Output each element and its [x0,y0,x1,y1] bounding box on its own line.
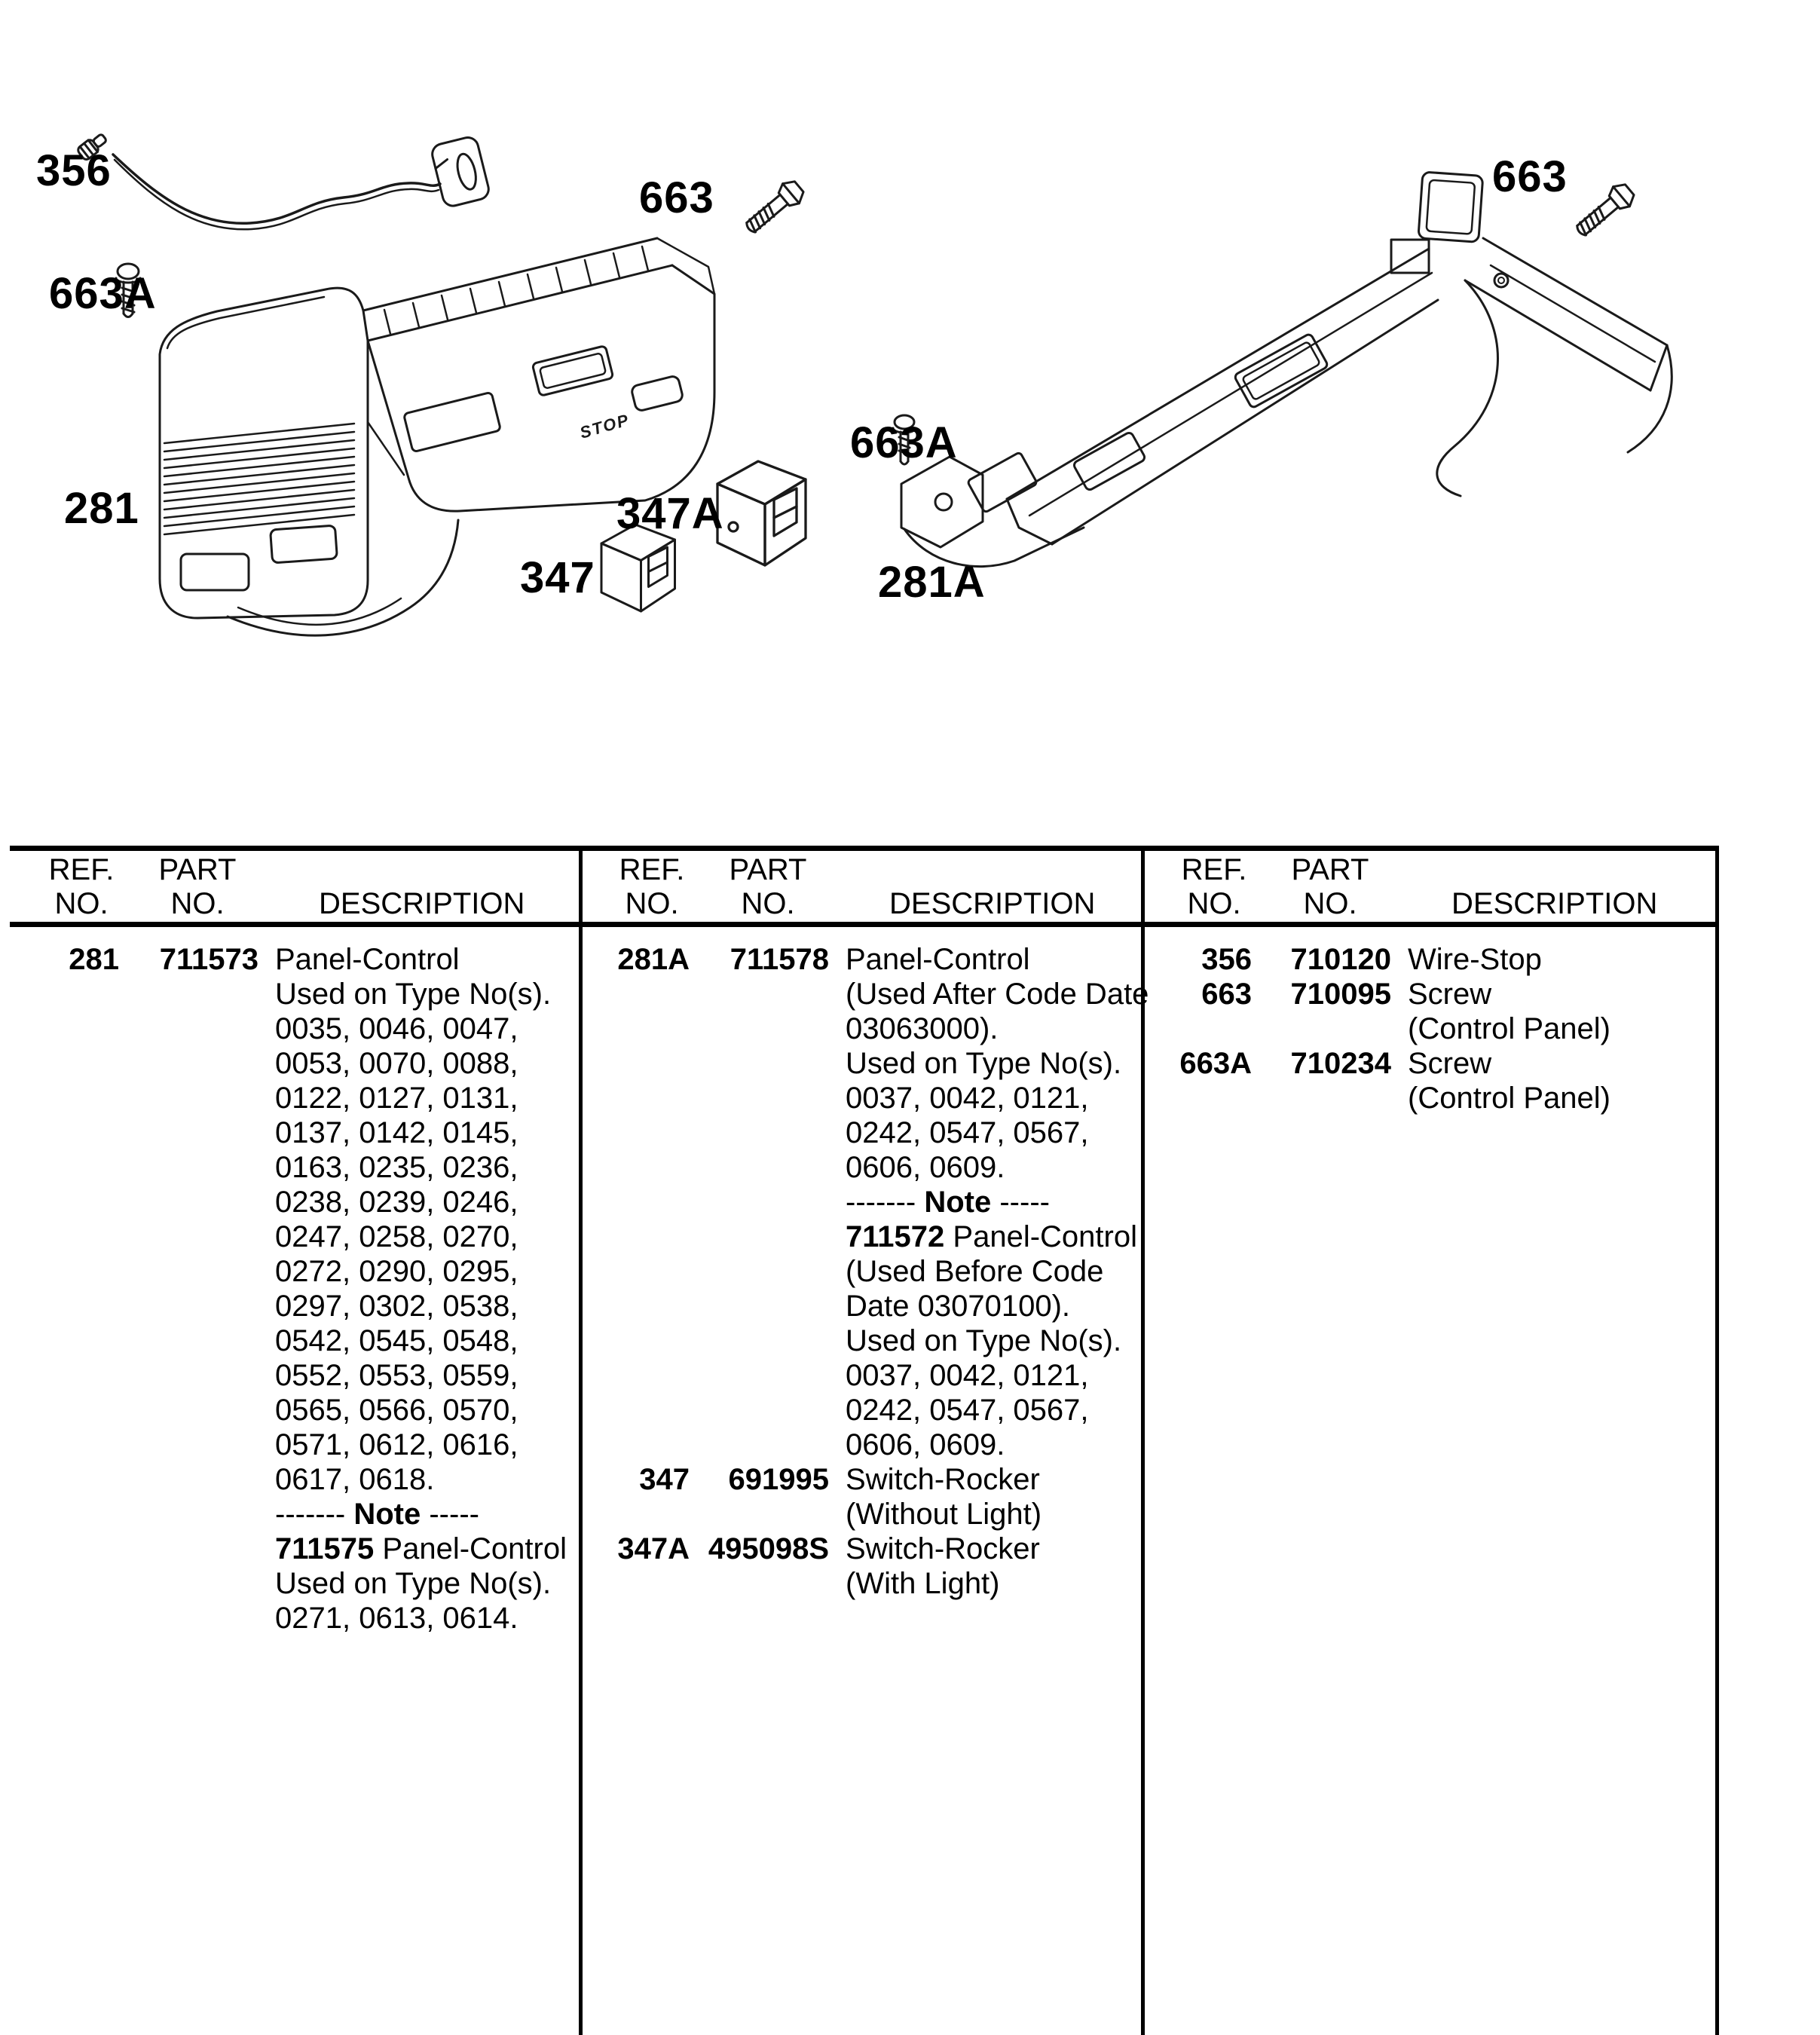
ref-no-cell [580,1428,690,1462]
ref-no-cell: 663 [1201,978,1252,1011]
ref-no-cell [10,977,119,1011]
part-no-cell [690,977,829,1011]
col2-header-part: PART [729,853,807,886]
ref-no-cell [580,1566,690,1601]
part-row-continuation [10,1393,575,1428]
part-row [580,1462,1138,1497]
part-ref-label-663a-right: 663A [850,418,958,467]
part-no-cell [690,1393,829,1428]
parts-column-3 [1142,942,1711,1115]
part-no-cell [690,1254,829,1289]
part-no-cell [119,1462,258,1497]
wire-connector [430,136,491,209]
part-row-continuation [580,1393,1138,1428]
part-row-continuation [1142,1011,1711,1046]
ref-no-cell [580,1358,690,1393]
part-no-cell [119,1289,258,1324]
ref-no-cell [580,1115,690,1150]
description-cell: Switch-Rocker [846,1463,1040,1496]
part-row [580,942,1138,977]
description-cell: Used on Type No(s). [275,1567,552,1600]
description-cell: Used on Type No(s). [846,1047,1122,1080]
ref-no-cell [580,1393,690,1428]
control-panel-left-illustration [160,238,714,635]
description-cell: (Used After Code Date [846,978,1149,1011]
description-cell: 711575 Panel-Control [275,1532,567,1565]
part-row-continuation [10,1081,575,1115]
description-cell: Date 03070100). [846,1290,1071,1323]
description-cell: Wire-Stop [1408,943,1542,976]
description-cell: 0571, 0612, 0616, [275,1428,518,1461]
col1-header-ref-no: NO. [54,887,109,920]
part-no-cell [119,1254,258,1289]
part-row-continuation [580,1150,1138,1185]
part-ref-label-281a: 281A [878,558,986,607]
description-cell: 0542, 0545, 0548, [275,1324,518,1357]
rocker-switch-347a-icon [717,461,806,565]
ref-no-cell: 347 [639,1463,690,1496]
col2-header-ref: REF. [619,853,685,886]
part-no-cell [119,1219,258,1254]
description-cell: Used on Type No(s). [846,1324,1122,1357]
description-cell: Panel-Control [846,943,1030,976]
part-no-cell: 711578 [730,943,829,976]
description-cell: 03063000). [846,1012,999,1045]
part-row-continuation [10,1324,575,1358]
ref-no-cell [10,1046,119,1081]
col3-header-ref-no: NO. [1187,887,1241,920]
part-row-continuation [580,1566,1138,1601]
part-row-continuation [10,1219,575,1254]
ref-no-cell [10,1462,119,1497]
ref-no-cell [580,1185,690,1219]
part-no-cell [119,1115,258,1150]
ref-no-cell [10,1324,119,1358]
part-row-continuation [580,977,1149,1011]
description-cell: 0272, 0290, 0295, [275,1255,518,1288]
part-ref-label-356: 356 [36,146,112,195]
ref-no-cell [580,1324,690,1358]
part-no-cell [119,977,258,1011]
description-cell: (Control Panel) [1408,1012,1611,1045]
part-no-cell [690,1497,829,1532]
part-no-cell [690,1566,829,1601]
description-cell: Panel-Control [275,943,460,976]
table-right-border [1715,846,1719,2035]
ref-no-cell [580,977,690,1011]
part-row-continuation [10,1115,575,1150]
description-cell: 0122, 0127, 0131, [275,1082,518,1115]
ref-no-cell [10,1219,119,1254]
part-row-continuation [580,1428,1138,1462]
ref-no-cell: 347A [617,1532,690,1565]
part-no-cell [690,1150,829,1185]
ref-no-cell [10,1081,119,1115]
part-ref-label-663-left: 663 [639,173,714,222]
col1-header-part: PART [158,853,237,886]
part-no-cell [119,1532,258,1566]
ref-no-cell [10,1497,119,1532]
part-no-cell [690,1324,829,1358]
description-cell: 0242, 0547, 0567, [846,1116,1089,1149]
part-row-continuation [580,1046,1138,1081]
part-no-cell [690,1219,829,1254]
ref-no-cell [10,1566,119,1601]
part-no-cell [119,1393,258,1428]
control-panel-right-illustration [901,172,1672,567]
description-cell: 0271, 0613, 0614. [275,1602,518,1635]
col1-header-description: DESCRIPTION [319,887,525,920]
part-no-cell [690,1428,829,1462]
description-cell: 0565, 0566, 0570, [275,1394,518,1427]
ref-no-cell [1142,1011,1252,1046]
description-cell: Switch-Rocker [846,1532,1040,1565]
part-no-cell: 495098S [708,1532,829,1565]
part-no-cell [119,1358,258,1393]
exploded-parts-diagram [0,0,1820,818]
part-row-continuation [10,1532,575,1566]
table-header-separator [10,922,1719,927]
col1-header-ref: REF. [48,853,115,886]
ref-no-cell [580,1289,690,1324]
part-no-cell [119,1185,258,1219]
col3-header-ref: REF. [1181,853,1247,886]
description-cell: 0137, 0142, 0145, [275,1116,518,1149]
ref-no-cell: 663A [1179,1047,1252,1080]
part-no-cell [119,1428,258,1462]
part-no-cell: 710234 [1290,1047,1391,1080]
col3-header-description: DESCRIPTION [1451,887,1658,920]
part-no-cell [119,1046,258,1081]
part-row [580,1532,1138,1566]
ref-no-cell [10,1393,119,1428]
part-row [1142,1046,1711,1081]
part-no-cell [690,1081,829,1115]
part-row-continuation [10,1428,575,1462]
ref-no-cell [580,1219,690,1254]
description-cell: Screw [1408,1047,1492,1080]
wire-stop-illustration [76,131,491,229]
col2-header-description: DESCRIPTION [889,887,1096,920]
part-no-cell [690,1358,829,1393]
description-cell: (Control Panel) [1408,1082,1611,1115]
description-cell: 0617, 0618. [275,1463,435,1496]
part-row-continuation [580,1011,1138,1046]
ref-no-cell [580,1081,690,1115]
part-row-continuation [10,1254,575,1289]
part-no-cell [690,1011,829,1046]
description-cell: 0037, 0042, 0121, [846,1359,1089,1392]
part-no-cell [119,1081,258,1115]
description-cell: (With Light) [846,1567,1000,1600]
description-cell: Screw [1408,978,1492,1011]
part-row-continuation [10,977,575,1011]
ref-no-cell [10,1601,119,1636]
part-no-cell [119,1566,258,1601]
part-no-cell [119,1497,258,1532]
description-cell: Used on Type No(s). [275,978,552,1011]
description-cell: (Without Light) [846,1498,1042,1531]
part-no-cell [119,1150,258,1185]
description-cell: 0238, 0239, 0246, [275,1186,518,1219]
parts-column-1 [10,942,575,1636]
ref-no-cell [10,1011,119,1046]
part-ref-label-347a: 347A [616,489,724,538]
parts-column-2 [580,942,1149,1601]
part-row [10,942,575,977]
part-row-continuation [580,1289,1138,1324]
part-row-continuation [10,1358,575,1393]
part-row-continuation [10,1566,575,1601]
ref-no-cell [580,1254,690,1289]
ref-no-cell [580,1497,690,1532]
part-no-cell [119,1601,258,1636]
description-cell: 0163, 0235, 0236, [275,1151,518,1184]
ref-no-cell [580,1150,690,1185]
part-row [1142,977,1711,1011]
ref-no-cell: 356 [1201,943,1252,976]
stop-label: STOP [577,410,632,442]
part-no-cell [119,1324,258,1358]
part-row-continuation [580,1081,1138,1115]
parts-diagram-drawing [0,0,1820,818]
description-cell: ------- Note ----- [846,1186,1050,1219]
part-no-cell [690,1115,829,1150]
part-ref-label-663a-left: 663A [49,269,157,318]
part-row-continuation [580,1324,1138,1358]
part-no-cell [1252,1081,1391,1115]
part-no-cell [690,1185,829,1219]
ref-no-cell [10,1254,119,1289]
part-row-continuation [10,1150,575,1185]
ref-no-cell [580,1046,690,1081]
part-no-cell [690,1046,829,1081]
part-ref-label-347: 347 [520,553,595,602]
part-no-cell: 710120 [1290,943,1391,976]
ref-no-cell [1142,1081,1252,1115]
description-cell: 0053, 0070, 0088, [275,1047,518,1080]
col2-header-ref-no: NO. [625,887,679,920]
part-row-continuation [580,1185,1138,1219]
description-cell: 0242, 0547, 0567, [846,1394,1089,1427]
description-cell: 0606, 0609. [846,1428,1005,1461]
description-cell: 0297, 0302, 0538, [275,1290,518,1323]
part-row-continuation [580,1358,1138,1393]
part-ref-label-663-right: 663 [1492,152,1568,201]
part-row-continuation [10,1289,575,1324]
description-cell: (Used Before Code [846,1255,1104,1288]
part-no-cell: 710095 [1290,978,1391,1011]
description-cell: 0037, 0042, 0121, [846,1082,1089,1115]
part-row-continuation [580,1115,1138,1150]
description-cell: 711572 Panel-Control [846,1220,1137,1253]
col2-header-part-no: NO. [741,887,795,920]
table-top-border [10,846,1719,851]
part-row-continuation [10,1185,575,1219]
ref-no-cell: 281A [617,943,690,976]
ref-no-cell [10,1358,119,1393]
ref-no-cell [10,1150,119,1185]
part-ref-label-281: 281 [64,484,139,533]
part-no-cell [690,1289,829,1324]
part-row-continuation [10,1011,575,1046]
bolt-663-right-icon [1571,180,1638,242]
part-row-continuation [10,1046,575,1081]
description-cell: 0247, 0258, 0270, [275,1220,518,1253]
part-row-continuation [10,1497,575,1532]
part-row-continuation [580,1219,1138,1254]
description-cell: 0035, 0046, 0047, [275,1012,518,1045]
part-row-continuation [10,1601,575,1636]
part-no-cell: 691995 [728,1463,829,1496]
part-row [1142,942,1711,977]
part-row-continuation [10,1462,575,1497]
col3-header-part: PART [1291,853,1369,886]
description-cell: 0552, 0553, 0559, [275,1359,518,1392]
ref-no-cell [10,1185,119,1219]
ref-no-cell [10,1115,119,1150]
part-no-cell [1252,1011,1391,1046]
part-row-continuation [580,1497,1138,1532]
ref-no-cell [10,1289,119,1324]
col1-header-part-no: NO. [170,887,225,920]
description-cell: 0606, 0609. [846,1151,1005,1184]
ref-no-cell [10,1428,119,1462]
part-no-cell: 711573 [159,943,258,976]
part-no-cell [119,1011,258,1046]
ref-no-cell [580,1011,690,1046]
ref-no-cell [10,1532,119,1566]
col3-header-part-no: NO. [1303,887,1357,920]
description-cell: ------- Note ----- [275,1498,479,1531]
ref-no-cell: 281 [69,943,119,976]
part-row-continuation [580,1254,1138,1289]
bolt-663-left-icon [741,177,808,239]
part-row-continuation [1142,1081,1711,1115]
